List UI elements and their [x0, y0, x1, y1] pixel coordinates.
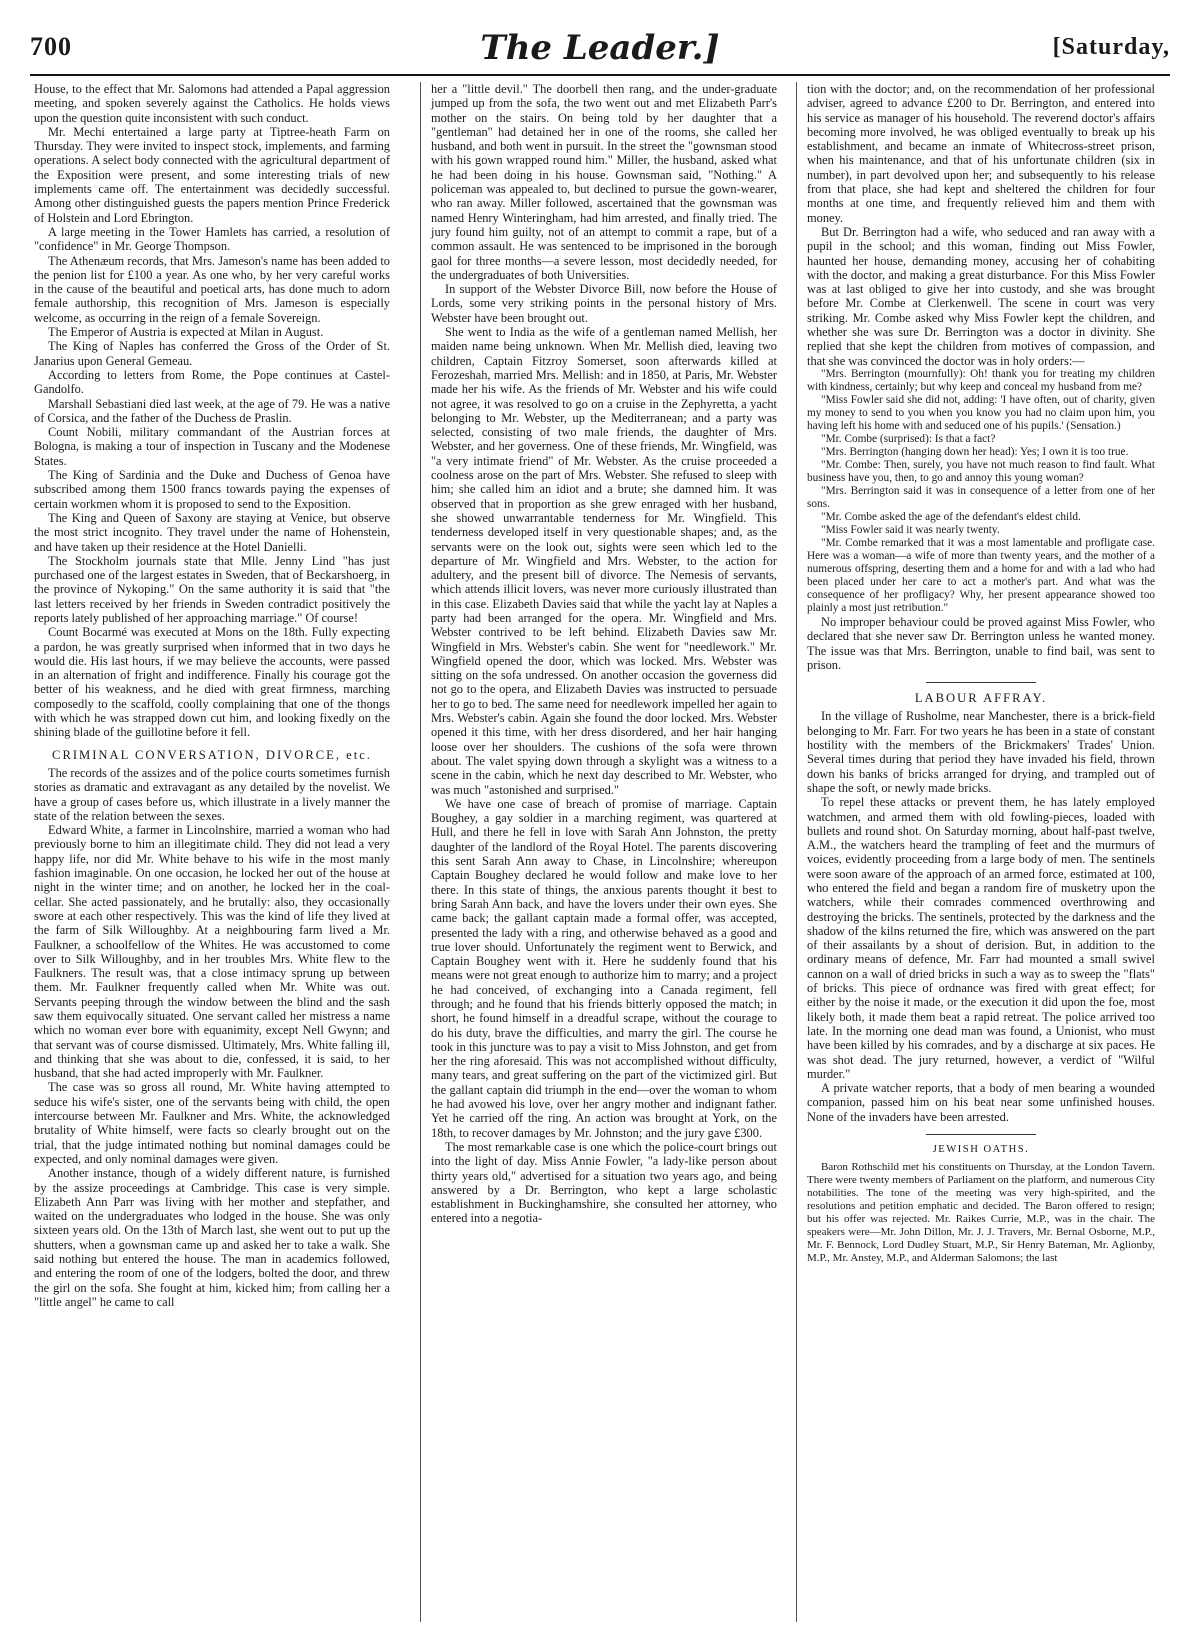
paragraph: her a "little devil." The doorbell then rang, and the under-graduate jumped up from the sofa, the two went out and met Elizabeth Parr's mother on the stairs. On being told by her daughter that a "gentleman" had detained her in one of the rooms, she called her husband, and both went in pursuit. In the street the "gownsman stood with his gown wrapped round him." Miller, the husband, asked what he had been doing in his house. Gownsman said, "Nothing." A policeman was appealed to, but declined to pursue the gown-wearer, who ran away. Miller followed, ascertained that the gownsman was named Henry Winteringham, had him arrested, and finally tried. The jury found him guilty, not of an attempt to commit a rape, but of a common assault. He was sentenced to be imprisoned in the borough gaol for three months—a severe lesson, most decidedly needed, for the undergraduates of both Universities. [431, 82, 777, 282]
section-heading-criminal-conversation: CRIMINAL CONVERSATION, DIVORCE, etc. [52, 747, 372, 762]
quoted-testimony: "Mr. Combe: Then, surely, you have not much reason to find fault. What business have you, then, to go and annoy this young woman? [807, 458, 1155, 484]
quoted-testimony: "Mr. Combe asked the age of the defendant's eldest child. [821, 510, 1081, 523]
paragraph: Count Nobili, military commandant of the Austrian forces at Bologna, is making a tour of inspection in Tuscany and the Modenese States. [34, 425, 390, 468]
masthead-title: The Leader.] [480, 28, 720, 68]
paragraph: House, to the effect that Mr. Salomons had attended a Papal aggression meeting, and spoken severely against the Catholics. He holds views upon the question quite inconsistent with such conduct. [34, 82, 390, 125]
paragraph: The Stockholm journals state that Mlle. Jenny Lind "has just purchased one of the largest estates in Sweden, that of Beckarshoerg, in the province of Nykoping." On the same authority it is said that "the last letters received by her friends in Sweden contradict positively the reports lately published of her approaching marriage." Of course! [34, 553, 390, 625]
quoted-testimony: "Mrs. Berrington said it was in consequence of a letter from one of her sons. [807, 484, 1155, 510]
quoted-testimony: "Miss Fowler said it was nearly twenty. [821, 523, 1000, 536]
quoted-testimony: "Mrs. Berrington (hanging down her head): Yes; I own it is too true. [821, 445, 1129, 458]
paragraph: The case was so gross all round, Mr. White having attempted to seduce his wife's sister, one of the servants being with child, the open intercourse between Mr. Faulkner and Mrs. White, the acknowledged brutality of White himself, were facts so clearly brought out on the trial, that the judge intimated nothing but nominal damages could be expected, and only nominal damages were given. [34, 1080, 390, 1166]
column-3 [796, 82, 1155, 1622]
paragraph: But Dr. Berrington had a wife, who seduced and ran away with a pupil in the school; and this woman, finding out Miss Fowler, haunted her house, demanding money, accusing her of cohabiting with the doctor, and making a great disturbance. For this Miss Fowler was at last obliged to give her into custody, and she was brought before Mr. Combe at Clerkenwell. The scene in court was very striking. Mr. Combe asked why Miss Fowler kept the children, and whether she was sure Dr. Berrington was a doctor in divinity. She replied that she kept the children from motives of compassion, and that she was convinced the doctor was in holy orders:— [807, 224, 1155, 368]
paragraph: The Emperor of Austria is expected at Milan in August. [48, 325, 324, 340]
quoted-testimony: "Mrs. Berrington (mournfully): Oh! thank you for treating my children with kindness, certainly; but why keep and conceal my husband from me? [807, 367, 1155, 393]
page-number: 700 [30, 32, 72, 61]
section-divider [926, 1134, 1036, 1135]
paragraph: Mr. Mechi entertained a large party at Tiptree-heath Farm on Thursday. They were invited to inspect stock, implements, and farming operations. A select body connected with the agricultural department of the Exposition were present, and some interesting trials of new implements came off. The entertainment was decidedly successful. Among other distinguished guests the papers mention Prince Frederick of Holstein and Lord Ebrington. [34, 124, 390, 225]
section-divider [926, 682, 1036, 683]
paragraph: We have one case of breach of promise of marriage. Captain Boughey, a gay soldier in a marching regiment, was quartered at Hull, and there he fell in love with Sarah Ann Johnston, the pretty daughter of the landlord of the Royal Hotel. The parents discovering this sent Sarah Ann away to Chase, in Lincolnshire; whereupon Captain Boughey declared he would follow and make love to her there. In this state of things, the anxious parents thought it best to bring Sarah Ann back, and have the lovers under their own eyes. She came back; the gallant captain made a formal offer, was accepted, presented the lady with a ring, and otherwise behaved as a good and true lover should. Unfortunately the regiment went to Berwick, and Captain Boughey went with it. Here he suddenly found that his means were not great enough to authorize him to marry; and a project he had conceived, of exchanging into a Canada regiment, fell through; and he found that his friends bitterly opposed the match; in short, he found himself in a dreadful scrape, without the courage to do his duty, brave the difficulties, and marry the girl. The course he took in this juncture was to pay a visit to Miss Johnston, and get from her the ring aforesaid. This was not accomplished without difficulty, many tears, and great suffering on the part of the victimized girl. But the gallant captain did triumph in the end—over the woman to whom he had avowed his love, over her angry mother and indignant father. Yet he carried off the ring. An action was brought at York, on the 18th, to recover damages by Mr. Johnston; and the jury gave £300. [431, 796, 777, 1140]
paragraph: The King of Sardinia and the Duke and Duchess of Genoa have subscribed among them 1500 francs towards paying the expenses of certain workmen whom it is proposed to send to the Exposition. [34, 468, 390, 511]
column-2 [420, 82, 777, 1622]
paragraph: In the village of Rusholme, near Manchester, there is a brick-field belonging to Mr. Farr. For two years he has been in a state of constant hostility with the members of the Brickmakers' Trades' Union. Several times during that period they have invaded his field, thrown down his banks of bricks arranged for drying, and trampled out of shape the soft, or newly made bricks. [807, 709, 1155, 795]
quoted-testimony: "Mr. Combe (surprised): Is that a fact? [821, 432, 996, 445]
paragraph: A private watcher reports, that a body of men bearing a wounded companion, passed him on his beat near some unfinished houses. None of the invaders have been arrested. [807, 1081, 1155, 1124]
paragraph: tion with the doctor; and, on the recommendation of her professional adviser, agreed to advance £200 to Dr. Berrington, and entered into his service as manager of his household. The reverend doctor's affairs becoming more involved, he was obliged eventually to break up his establishment, and became an inmate of Whitecross-street prison, when his maintenance, and that of his unfortunate children (six in number), in part devolved upon her; and subsequently to his release from that place, she had kept and sheltered the children for four months at one time, and frequently relieved him and them with money. [807, 82, 1155, 225]
paragraph: No improper behaviour could be proved against Miss Fowler, who declared that she never saw Dr. Berrington unless he wanted money. The issue was that Mrs. Berrington, unable to find bail, was sent to prison. [807, 614, 1155, 672]
paragraph: She went to India as the wife of a gentleman named Mellish, her maiden name being unknown. When Mr. Mellish died, leaving two children, Captain Fitzroy Somerset, soon afterwards killed at Ferozeshah, married Mrs. Mellish: and in 1850, at Paris, Mr. Webster made her his wife. As the friends of Mr. Webster and his wife could not agree, it was resolved to go on a cruise in the Zephyretta, a yacht belonging to Mr. Webster, up the Mediterranean; and a party was selected, consisting of two male friends, the daughter of Mrs. Webster, and her governess. One of these friends, Mr. Wingfield, was "a very intimate friend" of Mr. Webster. As the cruise proceeded a coolness arose on the part of Mrs. Webster. She refused to sleep with him; she called him an idiot and a brute; she damned him. It was observed that in proportion as she grew enraged with her husband, she showed unwarrantable tenderness for Mr. Wingfield. This tenderness developed itself in very questionable shapes; and, as the servants were on the look out, sights were seen which led to the departure of Mr. Wingfield and Mrs. Webster, to the action for adultery, and the present bill of divorce. The Nemesis of servants, which attends illicit lovers, was never more curiously illustrated than in this case. Elizabeth Davies said that while the yacht lay at Naples a party had been arranged for the opera. Mr. Wingfield and Mrs. Webster contrived to be left behind. Elizabeth Davies saw Mr. Wingfield in Mrs. Webster's cabin. She went for "needlework." Mr. Wingfield opened the door, which was locked. Mrs. Webster was sitting on the sofa undressed. On another occasion the governess did not go to the opera, and Elizabeth Davies was instructed to persuade her to go to bed. The same need for needlework impelled her again to Mrs. Webster's cabin. Again she found the door locked. Mrs. Webster opened it this time, with her dress disordered, and her hair hanging loose over her shoulders. The cushions of the sofa were thrown about. The valet spying down through a skylight was a witness to a scene in the cabin, which he next day described to Mr. Webster, who was much "astonished and surprised." [431, 325, 777, 797]
paragraph: The records of the assizes and of the police courts sometimes furnish stories as dramatic and extravagant as any detailed by the novelist. We have a group of cases before us, which illustrate in a lively manner the state of the relation between the sexes. [34, 765, 390, 823]
section-heading-jewish-oaths: JEWISH OATHS. [932, 1144, 1030, 1156]
paragraph: Edward White, a farmer in Lincolnshire, married a woman who had previously borne to him an illegitimate child. They did not lead a very happy life, nor did Mr. White behave to his wife in the most manly fashion imaginable. On one occasion, he locked her out of the house at night in the winter time; and on another, he locked her in the coal-cellar. She acted passionately, and he brutally: also, they occasionally swore at each other respectively. This was the kind of life they lived at the farm of Silk Willoughby. At a neighbouring farm lived a Mr. Faulkner, a schoolfellow of the Whites. He was accustomed to come over to Silk Willoughby, and in her troubles Mrs. White flew to the Faulkners. The result was, that a close intimacy sprung up between them. Mr. Faulkner frequently called when Mr. White was out. Servants peeping through the window between the blind and the sash saw them equivocally situated. One servant called her mistress a name which no woman ever bore with equanimity, except Nell Gwynn; and that servant was of course dismissed. Ultimately, Mrs. White falling ill, and thinking that she was about to die, confessed, it is said, to her husband, that she had acted improperly with Mr. Faulkner. [34, 823, 390, 1081]
paragraph: A large meeting in the Tower Hamlets has carried, a resolution of "confidence" in Mr. George Thompson. [34, 224, 390, 254]
paragraph: Count Bocarmé was executed at Mons on the 18th. Fully expecting a pardon, he was greatly surprised when informed that in two days he would die. His last hours, if we may believe the accounts, were passed in an alternation of fright and indifference. Finally his courage got the better of his weakness, and he died with great firmness, marching composedly to the scaffold, coolly complaining that one of the thongs with which he was strapped down cut him, and looking fixedly on the shining blade of the guillotine before it fell. [34, 625, 390, 740]
paragraph: The most remarkable case is one which the police-court brings out into the light of day. Miss Annie Fowler, "a lady-like person about thirty years old," advertised for a situation two years ago, and being answered by a Dr. Berrington, who kept a large scholastic establishment in Buckinghamshire, she consulted her attorney, who entered into a negotia- [431, 1139, 777, 1226]
paragraph: Marshall Sebastiani died last week, at the age of 79. He was a native of Corsica, and the father of the Duchess de Praslin. [34, 396, 390, 425]
paragraph: The King and Queen of Saxony are staying at Venice, but observe the most strict incognito. They travel under the name of Hohenstein, and have taken up their residence at the Hotel Danielli. [34, 510, 390, 554]
paragraph: According to letters from Rome, the Pope continues at Castel-Gandolfo. [34, 367, 390, 397]
quoted-testimony: "Mr. Combe remarked that it was a most lamentable and profligate case. Here was a woman—a wife of more than twenty years, and the mother of a numerous offspring, deserting them and a home for and with a lad who had been placed under her care to act a mother's part. And what was the consequence of her profligacy? Why, her present appearance showed too plainly a most just retribution." [807, 536, 1155, 614]
paragraph: Baron Rothschild met his constituents on Thursday, at the London Tavern. There were twenty members of Parliament on the platform, and numerous City notabilities. The tone of the meeting was very high-spirited, and the resolutions and petition emphatic and decided. The Baron offered to resign; but his offer was rejected. Mr. Raikes Currie, M.P., was in the chair. The speakers were—Mr. John Dillon, Mr. J. J. Travers, Mr. Bernal Osborne, M.P., Mr. F. Bennock, Lord Dudley Stuart, M.P., Sir Henry Bateman, Mr. Aglionby, M.P., Mr. Anstey, M.P., and Alderman Salomons; the last [807, 1161, 1155, 1265]
section-heading-labour-affray: LABOUR AFFRAY. [914, 691, 1048, 706]
column-1 [34, 82, 390, 1622]
page-header [30, 28, 1170, 76]
paragraph: The King of Naples has conferred the Gross of the Order of St. Janarius upon General Gemeau. [34, 339, 390, 368]
issue-day: [Saturday, [1052, 34, 1170, 60]
paragraph: The Athenæum records, that Mrs. Jameson's name has been added to the penion list for £100 a year. As one who, by her very careful works in the cause of the beautiful and poetical arts, has done much to adorn female authorship, this recognition of Mrs. Jameson is especially welcome, as occurring in the reign of a female Sovereign. [34, 253, 390, 325]
quoted-testimony: "Miss Fowler said she did not, adding: 'I have often, out of charity, given my money to send to you when you know you had no claim upon him, you having left his home with and seduced one of his pupils.' (Sensation.) [807, 393, 1155, 432]
paragraph: In support of the Webster Divorce Bill, now before the House of Lords, some very striking points in the personal history of Mrs. Webster have been brought out. [431, 282, 777, 325]
paragraph: To repel these attacks or prevent them, he has lately employed watchmen, and armed them with old fowling-pieces, loaded with bullets and round shot. On Saturday morning, about half-past twelve, A.M., the watchers heard the trampling of feet and the murmurs of voices, evidently proceeding from a large body of men. The sentinels were soon aware of the approach of an armed force, estimated at 100, who entered the field and began a random fire of musketry upon the watchers, while their comrades commenced overthrowing and destroying the bricks. The sentinels, protected by the darkness and the shadow of the kilns returned the fire, which was answered on the part of their assailants by a shout of derision. But, in addition to the ordinary means of defence, Mr. Farr had mounted a small swivel cannon on a wall of dried bricks in such a way as to sweep the "flats" of bricks. This piece of ordnance was fired with great effect; for either by the noise it made, or the execution it did upon the foe, most likely both, it made them beat a rapid retreat. The police arrived too late. In the morning one dead man was found, a Unionist, who must have been killed by his comrades, and by a discharge at six paces. He was shot dead. The jury returned, however, a verdict of "Wilful murder." [807, 795, 1155, 1081]
paragraph: Another instance, though of a widely different nature, is furnished by the assize proceedings at Cambridge. This case is very simple. Elizabeth Ann Parr was living with her mother and stepfather, and waited on the undergraduates who lodged in the house. She was only sixteen years old. On the 13th of March last, she went out to put up the shutters, when a gownsman came up and asked her to take a walk. She said nothing but entered the house. The man in academics followed, and entering the room of one of the lodgers, bolted the door, and threw the girl on the sofa. She fought at him, kicked him; from calling her a "little angel" he came to call [34, 1166, 390, 1309]
